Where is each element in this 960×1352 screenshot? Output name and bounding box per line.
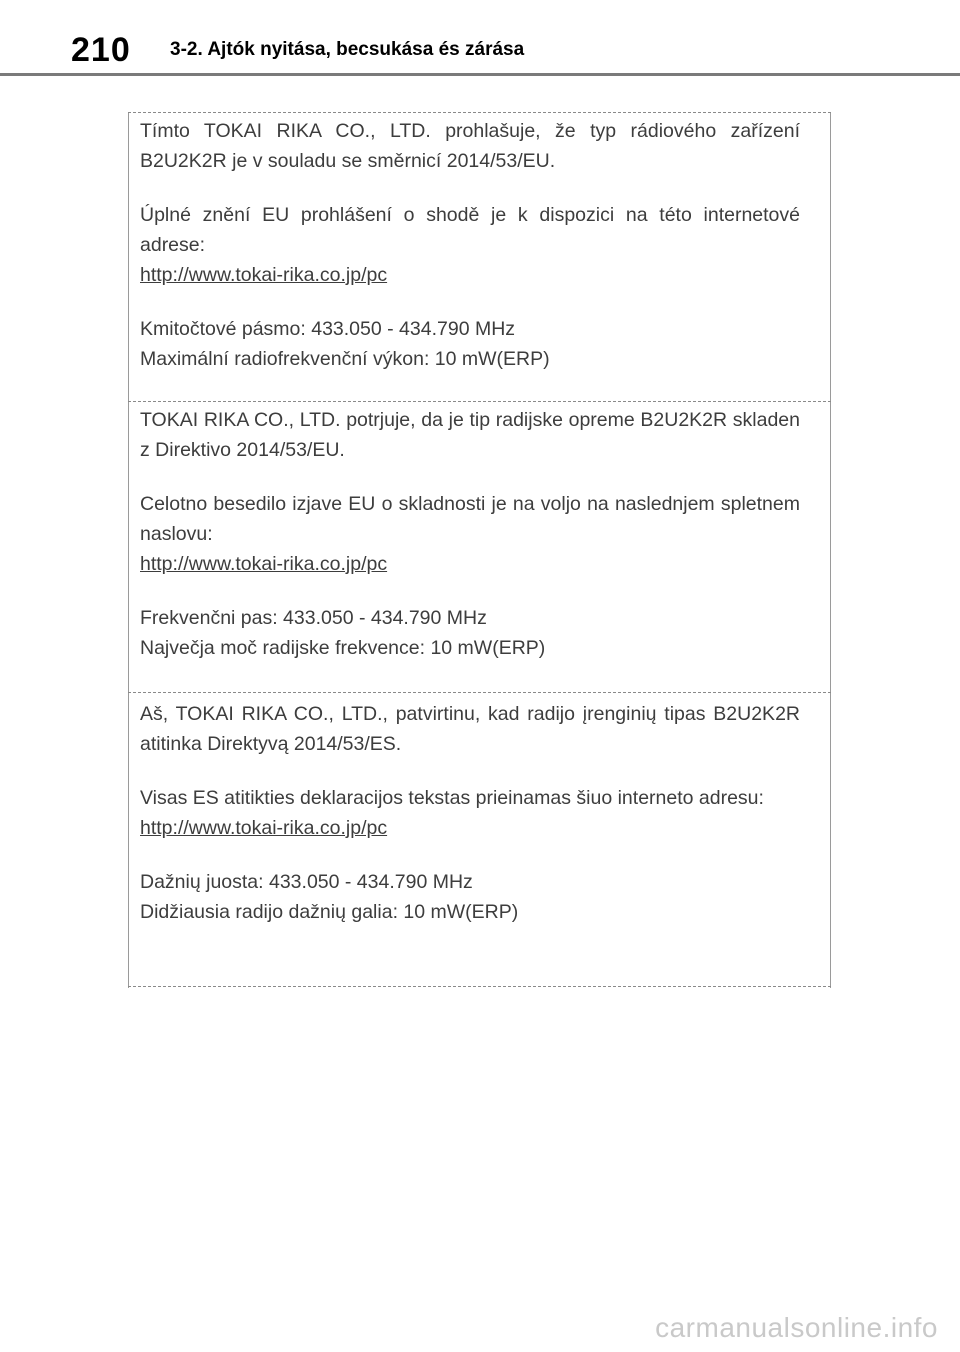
section-title: 3-2. Ajtók nyitása, becsukása és zárása	[170, 39, 525, 60]
page-header	[0, 0, 960, 80]
box-bottom-border	[128, 986, 831, 987]
header-rule	[0, 73, 960, 76]
frequency-band: Frekvenčni pas: 433.050 - 434.790 MHz	[140, 607, 487, 629]
watermark: carmanualsonline.info	[655, 1312, 938, 1343]
box-top-border	[128, 112, 831, 113]
declaration-url-link[interactable]: http://www.tokai-rika.co.jp/pc	[140, 553, 388, 575]
declaration-section-czech	[140, 116, 800, 374]
page-number: 210	[71, 31, 131, 69]
max-power: Didžiausia radijo dažnių galia: 10 mW(ERP)	[140, 901, 519, 923]
max-power: Maximální radiofrekvenční výkon: 10 mW(ERP)	[140, 348, 550, 370]
declaration-statement: TOKAI RIKA CO., LTD. potrjuje, da je tip radijske opreme B2U2K2R skladen z Direktivo 2014/53/EU.	[140, 409, 800, 461]
declaration-availability: Celotno besedilo izjave EU o skladnosti je na voljo na naslednjem spletnem naslovu:	[140, 493, 800, 545]
frequency-band: Kmitočtové pásmo: 433.050 - 434.790 MHz	[140, 318, 516, 340]
declaration-url-link[interactable]: http://www.tokai-rika.co.jp/pc	[140, 264, 388, 286]
declaration-statement: Tímto TOKAI RIKA CO., LTD. prohlašuje, že typ rádiového zařízení B2U2K2R je v souladu se směrnicí 2014/53/EU.	[140, 120, 800, 172]
declaration-availability: Visas ES atitikties deklaracijos tekstas prieinamas šiuo interneto adresu:	[140, 787, 764, 809]
declaration-section-slovenian	[140, 405, 800, 663]
section-divider	[128, 692, 831, 693]
declaration-section-lithuanian	[140, 699, 800, 927]
max-power: Največja moč radijske frekvence: 10 mW(ERP)	[140, 637, 546, 659]
declaration-statement: Aš, TOKAI RIKA CO., LTD., patvirtinu, kad radijo įrenginių tipas B2U2K2R atitinka Direktyvą 2014/53/ES.	[140, 703, 800, 755]
section-divider	[128, 401, 831, 402]
declaration-url-link[interactable]: http://www.tokai-rika.co.jp/pc	[140, 817, 388, 839]
frequency-band: Dažnių juosta: 433.050 - 434.790 MHz	[140, 871, 473, 893]
declaration-availability: Úplné znění EU prohlášení o shodě je k dispozici na této internetové adrese:	[140, 204, 800, 256]
